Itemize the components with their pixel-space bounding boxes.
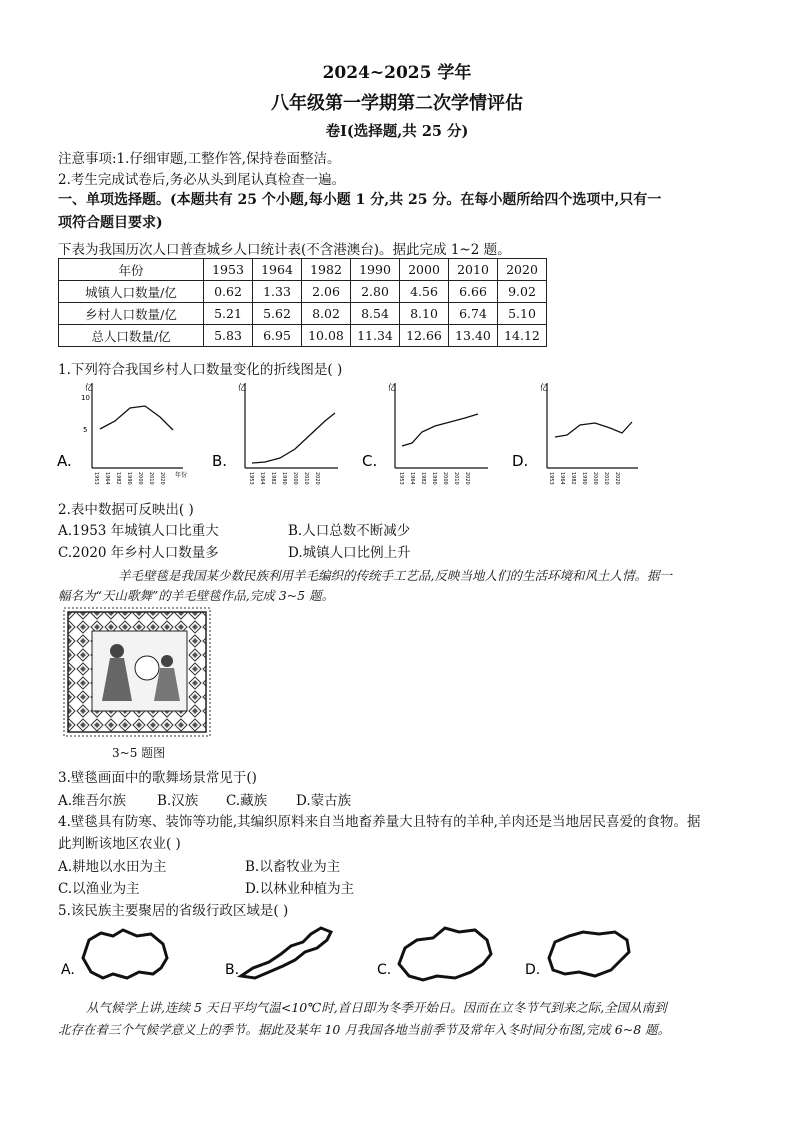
q5-option-a[interactable]	[61, 930, 167, 978]
q2-option-a[interactable]: A.1953 年城镇人口比重大	[58, 523, 219, 539]
q4-option-d[interactable]: D.以林业种植为主	[245, 881, 355, 897]
table-cell: 13.40	[449, 325, 498, 347]
table-cell: 5.21	[204, 303, 253, 325]
population-table	[58, 258, 547, 347]
q1-stem: 1.下列符合我国乡村人口数量变化的折线图是( )	[58, 362, 343, 378]
table-cell: 1.33	[253, 281, 302, 303]
year-tick: 1982	[115, 472, 121, 485]
year-tick: 1964	[259, 472, 265, 485]
table-cell: 乡村人口数量/亿	[59, 303, 204, 325]
year-tick: 1982	[420, 472, 426, 485]
table-cell: 6.74	[449, 303, 498, 325]
province-outline	[399, 928, 491, 980]
year-tick: 1953	[398, 472, 404, 485]
table-header-cell: 1982	[302, 259, 351, 281]
year-tick: 1990	[281, 472, 287, 485]
year-tick: 1953	[548, 472, 554, 485]
q3-option-a[interactable]: A.维吾尔族	[58, 793, 127, 809]
table-cell: 5.62	[253, 303, 302, 325]
q1-chart-a	[57, 382, 187, 479]
year-tick: 2010	[453, 472, 459, 485]
year-tick: 1953	[93, 472, 99, 485]
paper-subtitle: 卷Ⅰ(选择题,共 25 分)	[325, 123, 469, 140]
axis-unit: 亿	[540, 383, 548, 392]
q1-label-c: C.	[362, 452, 378, 470]
table-intro: 下表为我国历次人口普查城乡人口统计表(不含港澳台)。据此完成 1~2 题。	[58, 242, 511, 258]
table-cell: 9.02	[498, 281, 547, 303]
province-outline	[241, 928, 331, 978]
q3-option-b[interactable]: B.汉族	[157, 793, 199, 809]
q5-option-b[interactable]	[225, 928, 331, 978]
q5-label-c: C.	[377, 962, 392, 978]
year-tick: 2010	[303, 472, 309, 485]
table-header-cell: 年份	[59, 259, 204, 281]
table-row	[59, 281, 547, 303]
q1-chart-d	[512, 382, 638, 470]
q5-label-b: B.	[225, 962, 240, 978]
q2-option-d[interactable]: D.城镇人口比例上升	[288, 545, 411, 561]
q5-option-c[interactable]	[377, 928, 491, 980]
table-cell: 8.10	[400, 303, 449, 325]
figure-caption: 3~5 题图	[112, 746, 166, 760]
year-tick: 1964	[559, 472, 565, 485]
q5-label-a: A.	[61, 962, 75, 978]
q1-label-d: D.	[512, 452, 529, 470]
q5-option-d[interactable]	[525, 932, 629, 978]
carpet-figure	[62, 606, 212, 741]
table-header-cell: 1990	[351, 259, 400, 281]
province-outline	[83, 930, 167, 978]
year-tick: 1990	[431, 472, 437, 485]
q1-line-c	[402, 414, 478, 446]
section-title-line2: 项符合题目要求)	[58, 215, 163, 231]
table-cell: 8.54	[351, 303, 400, 325]
table-header-cell: 2010	[449, 259, 498, 281]
year-tick: 1953	[248, 472, 254, 485]
q5-stem: 5.该民族主要聚居的省级行政区域是( )	[58, 903, 289, 919]
year-tick: 1964	[104, 472, 110, 485]
table-row	[59, 325, 547, 347]
intro-3-5-line1: 羊毛壁毯是我国某少数民族利用羊毛编织的传统手工艺品,反映当地人们的生活环境和风土人情。据一	[118, 568, 672, 583]
intro-6-8-line1: 从气候学上讲,连续 5 天日平均气温<10℃时,首日即为冬季开始日。因而在立冬节气到来之际,全国从南到	[86, 1000, 667, 1015]
table-cell: 2.06	[302, 281, 351, 303]
year-tick: 2010	[148, 472, 154, 485]
q4-option-a[interactable]: A.耕地以水田为主	[58, 859, 167, 875]
q1-line-d	[555, 422, 632, 437]
year-tick: 2000	[292, 472, 298, 485]
q1-label-a: A.	[57, 452, 72, 470]
table-cell: 5.10	[498, 303, 547, 325]
q5-label-d: D.	[525, 962, 541, 978]
section-title-line1: 一、单项选择题。(本题共有 25 个小题,每小题 1 分,共 25 分。在每小题所给四个选项中,只有一	[58, 192, 662, 208]
tick-10: 10	[81, 394, 90, 402]
year-tick: 2000	[137, 472, 143, 485]
year-tick: 2000	[592, 472, 598, 485]
year-tick: 2020	[159, 472, 165, 485]
year-tick: 2000	[442, 472, 448, 485]
year-tick: 1990	[581, 472, 587, 485]
table-row	[59, 303, 547, 325]
q4-stem-line2: 此判断该地区农业( )	[58, 836, 181, 852]
table-cell: 0.62	[204, 281, 253, 303]
year-tick: 1982	[270, 472, 276, 485]
q4-option-c[interactable]: C.以渔业为主	[58, 881, 140, 897]
q3-option-d[interactable]: D.蒙古族	[296, 793, 352, 809]
q1-option-charts	[55, 378, 755, 493]
table-cell: 6.66	[449, 281, 498, 303]
province-outline	[549, 932, 629, 976]
q2-option-b[interactable]: B.人口总数不断减少	[288, 523, 411, 539]
tick-5: 5	[83, 426, 88, 434]
q5-province-options	[55, 918, 755, 990]
year-tick: 2020	[464, 472, 470, 485]
table-header-cell: 2000	[400, 259, 449, 281]
year-tick: 2020	[314, 472, 320, 485]
q4-stem-line1: 4.壁毯具有防寒、装饰等功能,其编织原料来自当地畜养量大且特有的羊种,羊肉还是当地居民喜爱的食物。据	[58, 814, 701, 830]
table-cell: 5.83	[204, 325, 253, 347]
year-tick: 1990	[126, 472, 132, 485]
table-cell: 4.56	[400, 281, 449, 303]
table-cell: 6.95	[253, 325, 302, 347]
q1-chart-b	[212, 382, 338, 470]
axis-unit: 亿	[85, 383, 93, 392]
table-cell: 总人口数量/亿	[59, 325, 204, 347]
table-cell: 8.02	[302, 303, 351, 325]
axis-x-label: 年份	[175, 472, 188, 479]
q1-line-a	[100, 406, 173, 430]
q3-stem: 3.壁毯画面中的歌舞场景常见于()	[58, 770, 257, 786]
table-cell: 12.66	[400, 325, 449, 347]
q2-stem: 2.表中数据可反映出( )	[58, 502, 194, 518]
q3-option-c[interactable]: C.藏族	[226, 793, 268, 809]
intro-6-8-line2: 北存在着三个气候学意义上的季节。据此及某年 10 月我国各地当前季节及常年入冬时间分布图,完成 6~8 题。	[58, 1022, 671, 1037]
axis-unit: 亿	[388, 383, 396, 392]
table-header-cell: 2020	[498, 259, 547, 281]
table-cell: 2.80	[351, 281, 400, 303]
year-tick: 1964	[409, 472, 415, 485]
table-header-cell: 1964	[253, 259, 302, 281]
q1-line-b	[252, 413, 335, 463]
year-tick: 1982	[570, 472, 576, 485]
table-cell: 11.34	[351, 325, 400, 347]
notice-2: 2.考生完成试卷后,务必从头到尾认真检查一遍。	[58, 172, 346, 188]
table-cell: 城镇人口数量/亿	[59, 281, 204, 303]
axis-unit: 亿	[238, 383, 246, 392]
q2-option-c[interactable]: C.2020 年乡村人口数量多	[58, 545, 219, 561]
q1-chart-c	[362, 382, 488, 470]
table-cell: 10.08	[302, 325, 351, 347]
table-header-row	[59, 259, 547, 281]
table-cell: 14.12	[498, 325, 547, 347]
school-year: 2024~2025 学年	[322, 63, 472, 83]
q4-option-b[interactable]: B.以畜牧业为主	[245, 859, 341, 875]
q1-label-b: B.	[212, 452, 228, 470]
table-header-cell: 1953	[204, 259, 253, 281]
year-tick: 2010	[603, 472, 609, 485]
intro-3-5-line2: 幅名为“天山歌舞”的羊毛壁毯作品,完成 3~5 题。	[58, 588, 335, 603]
notice-1: 注意事项:1.仔细审题,工整作答,保持卷面整洁。	[58, 151, 341, 167]
year-tick: 2020	[614, 472, 620, 485]
page-title: 八年级第一学期第二次学情评估	[271, 93, 523, 114]
